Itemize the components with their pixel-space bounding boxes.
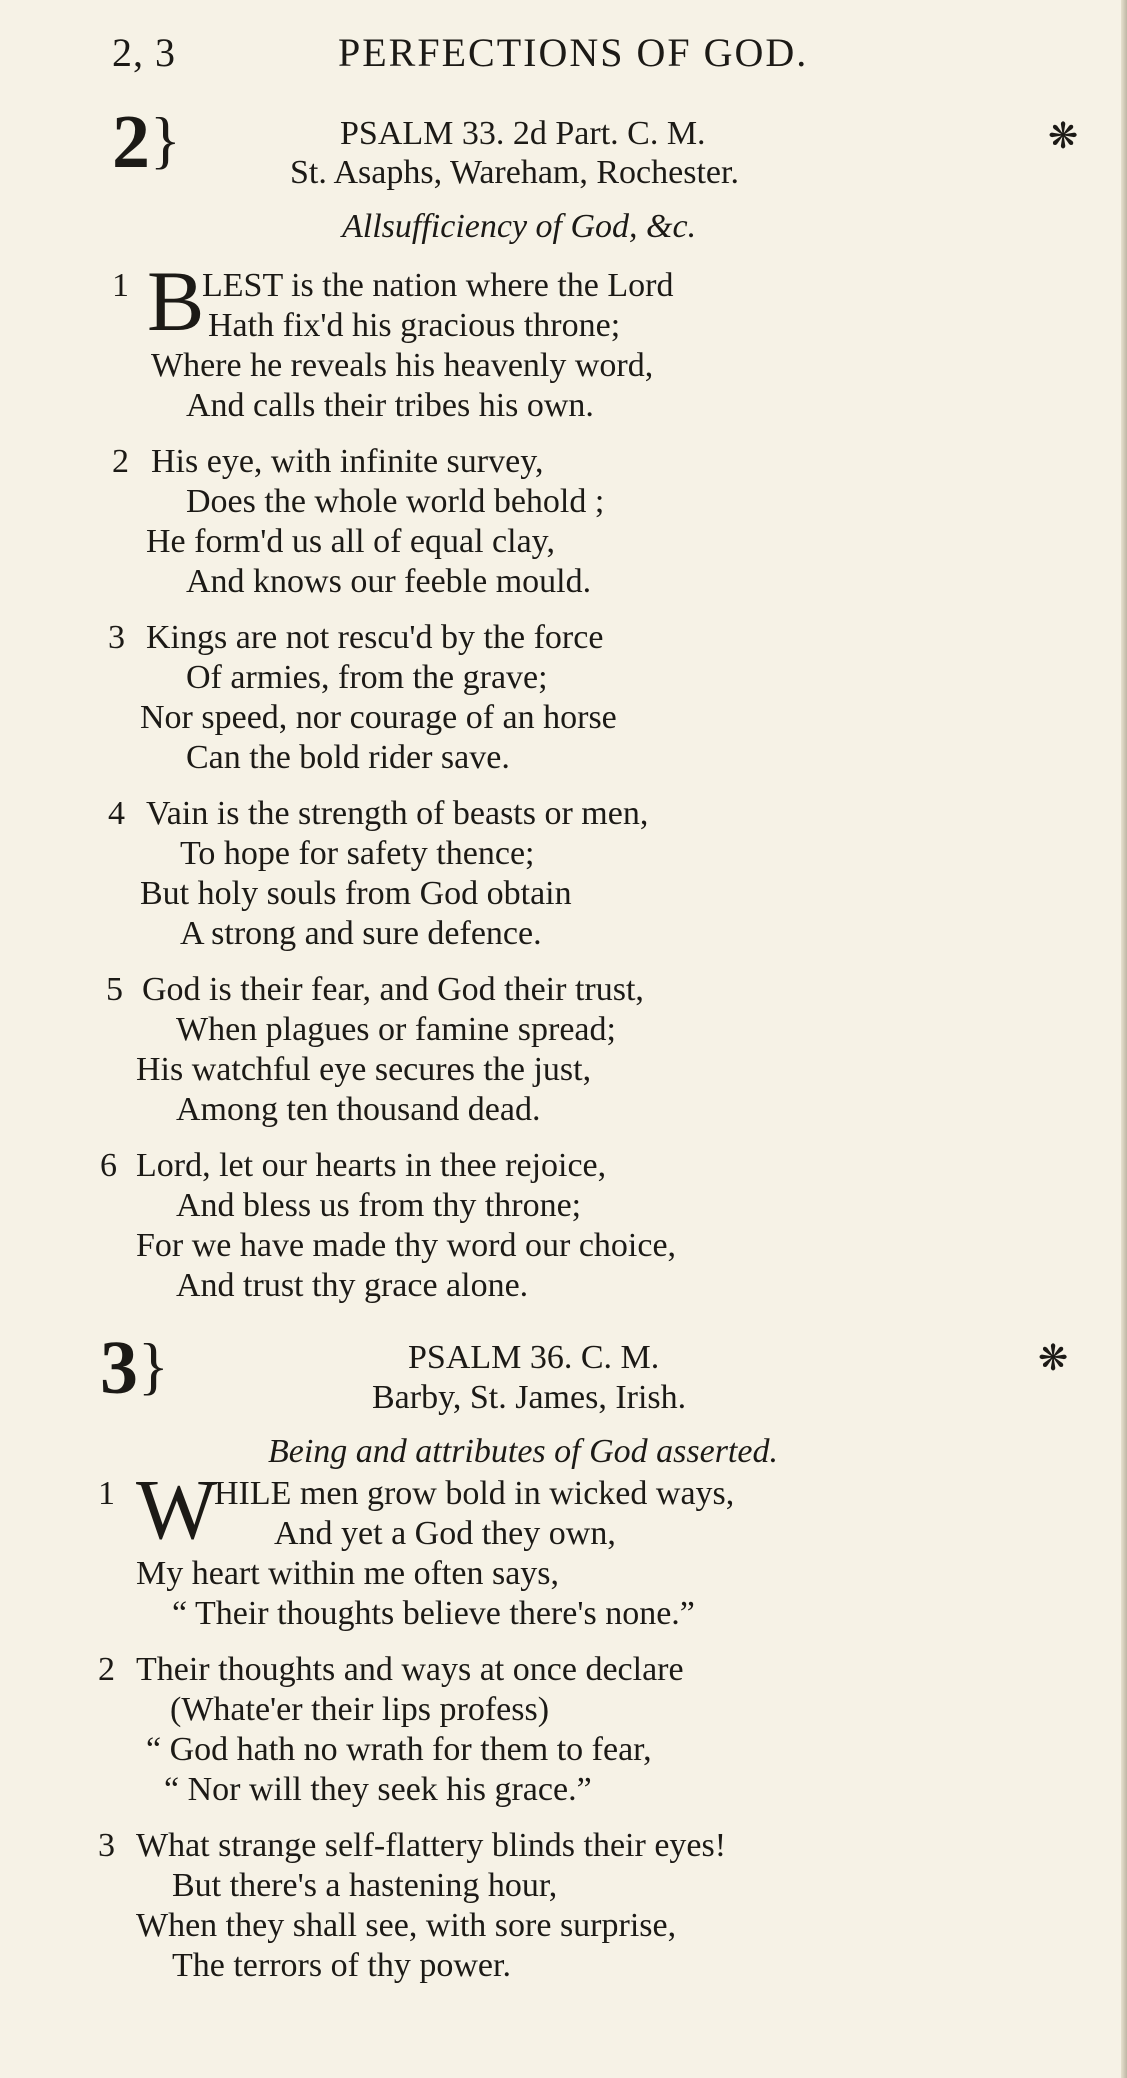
verse-line: Among ten thousand dead. [176, 1091, 541, 1128]
verse-line: And bless us from thy throne; [176, 1187, 582, 1224]
verse-line: And trust thy grace alone. [176, 1267, 529, 1304]
psalm-heading: PSALM 33. 2d Part. C. M. [340, 115, 706, 152]
stanza-number: 3 [108, 619, 125, 656]
verse-line: Does the whole world behold ; [186, 483, 605, 520]
page-numbers: 2, 3 [112, 30, 176, 75]
verse-line: And calls their tribes his own. [186, 387, 594, 424]
verse-line: The terrors of thy power. [172, 1947, 511, 1984]
verse-line: LEST is the nation where the Lord [202, 267, 674, 304]
stanza-number: 5 [106, 971, 123, 1008]
verse-line: Where he reveals his heavenly word, [151, 347, 654, 384]
verse-line: My heart within me often says, [136, 1555, 560, 1592]
tune-names: Barby, St. James, Irish. [372, 1379, 687, 1416]
verse-line: HILE men grow bold in wicked ways, [214, 1475, 735, 1512]
hymn-subject: Being and attributes of God asserted. [268, 1433, 778, 1470]
asterism-ornament-icon: ❋ [1048, 116, 1079, 156]
verse-line: A strong and sure defence. [180, 915, 542, 952]
running-head [112, 28, 912, 78]
stanza-number: 4 [108, 795, 125, 832]
verse-line: Can the bold rider save. [186, 739, 510, 776]
verse-line: (Whate'er their lips profess) [170, 1691, 550, 1728]
verse-line: But there's a hastening hour, [172, 1867, 558, 1904]
tune-names: St. Asaphs, Wareham, Rochester. [290, 154, 739, 191]
verse-line: When they shall see, with sore surprise, [136, 1907, 677, 1944]
verse-line: For we have made thy word our choice, [136, 1227, 677, 1264]
verse-line: God is their fear, and God their trust, [142, 971, 644, 1008]
verse-line: What strange self-flattery blinds their eyes! [136, 1827, 727, 1864]
verse-line: But holy souls from God obtain [140, 875, 572, 912]
verse-line: “ God hath no wrath for them to fear, [146, 1731, 652, 1768]
verse-line: Kings are not rescu'd by the force [146, 619, 604, 656]
stanza-number: 2 [98, 1651, 115, 1688]
drop-cap: W [136, 1461, 218, 1557]
psalm-heading: PSALM 36. C. M. [408, 1339, 660, 1376]
verse-line: Hath fix'd his gracious throne; [208, 307, 621, 344]
hymn-number: 2} [112, 100, 181, 184]
verse-line: To hope for safety thence; [180, 835, 535, 872]
asterism-ornament-icon: ❋ [1038, 1338, 1069, 1378]
verse-line: He form'd us all of equal clay, [146, 523, 555, 560]
verse-line: Their thoughts and ways at once declare [136, 1651, 684, 1688]
hymn-subject: Allsufficiency of God, &c. [342, 208, 697, 245]
hymn-number: 3} [100, 1326, 169, 1410]
verse-line: “ Nor will they seek his grace.” [164, 1771, 592, 1808]
verse-line: His eye, with infinite survey, [151, 443, 544, 480]
page-title: PERFECTIONS OF GOD. [338, 30, 809, 75]
stanza-number: 2 [112, 443, 129, 480]
verse-line: And knows our feeble mould. [186, 563, 592, 600]
stanza-number: 1 [98, 1475, 115, 1512]
verse-line: His watchful eye secures the just, [136, 1051, 592, 1088]
verse-line: Lord, let our hearts in thee rejoice, [136, 1147, 607, 1184]
stanza-number: 6 [100, 1147, 117, 1184]
verse-line: Vain is the strength of beasts or men, [146, 795, 649, 832]
stanza-number: 3 [98, 1827, 115, 1864]
stanza-number: 1 [112, 267, 129, 304]
page-edge [1121, 0, 1127, 2078]
verse-line: When plagues or famine spread; [176, 1011, 616, 1048]
verse-line: And yet a God they own, [274, 1515, 616, 1552]
verse-line: “ Their thoughts believe there's none.” [172, 1595, 695, 1632]
verse-line: Of armies, from the grave; [186, 659, 548, 696]
verse-line: Nor speed, nor courage of an horse [140, 699, 617, 736]
drop-cap: B [147, 253, 205, 349]
